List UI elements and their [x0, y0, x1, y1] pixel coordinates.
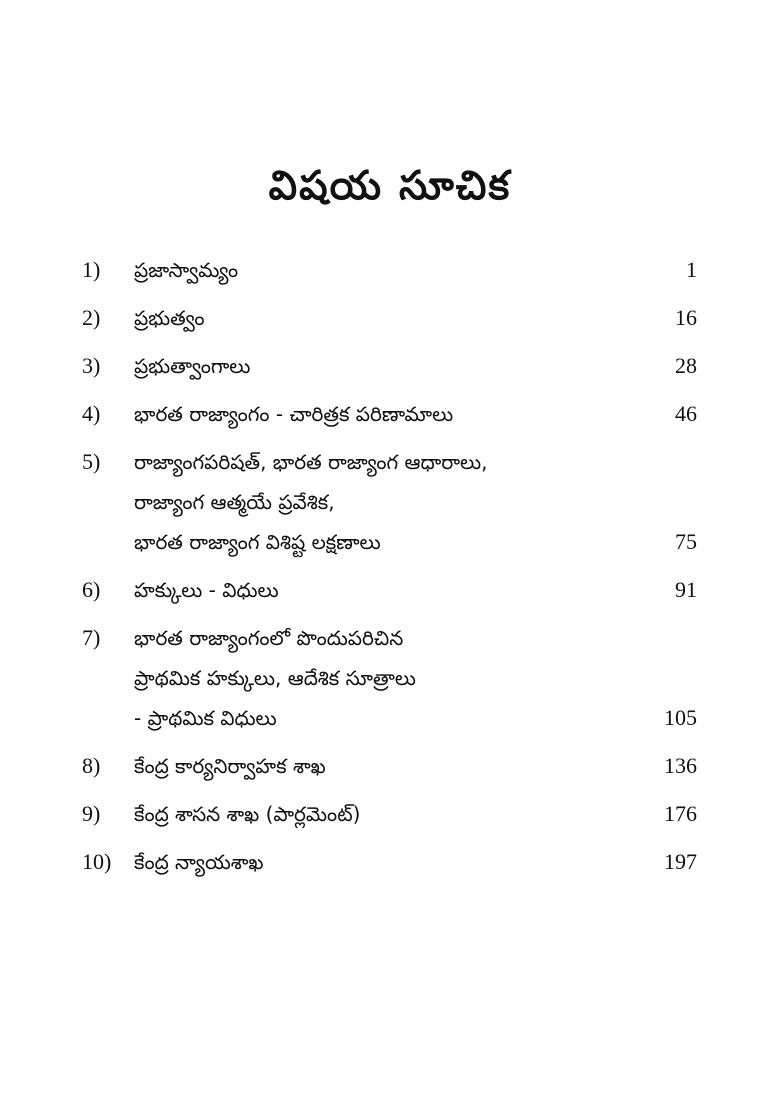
toc-entry — [82, 794, 697, 834]
entry-number: 2) — [82, 305, 101, 330]
entry-number: 4) — [82, 401, 101, 426]
entry-title — [134, 746, 627, 786]
entry-title-line: ప్రజాస్వామ్యం — [134, 258, 239, 282]
entry-title — [134, 618, 627, 738]
entry-page-number: 136 — [664, 753, 697, 778]
entry-title-line: హక్కులు - విధులు — [134, 578, 279, 602]
entry-number: 1) — [82, 257, 101, 282]
entry-title — [134, 394, 627, 434]
entry-title-line: రాజ్యాంగపరిషత్, భారత రాజ్యాంగ ఆధారాలు, — [134, 450, 488, 474]
toc-entry — [82, 842, 697, 882]
entry-page-number: 91 — [675, 577, 697, 602]
entry-page-number: 176 — [664, 801, 697, 826]
entry-number: 6) — [82, 577, 101, 602]
entry-title-line: ప్రాథమిక హక్కులు, ఆదేశిక సూత్రాలు — [134, 666, 416, 690]
entry-title-line: భారత రాజ్యాంగ విశిష్ట లక్షణాలు — [134, 530, 381, 554]
entry-page-number: 105 — [664, 705, 697, 730]
page-title: విషయ సూచిక — [268, 163, 512, 209]
entry-number: 5) — [82, 449, 101, 474]
toc-entry — [82, 346, 697, 386]
entry-title-line: భారత రాజ్యాంగంలో పొందుపరిచిన — [134, 626, 404, 650]
toc-entry — [82, 250, 697, 290]
entry-title-line: భారత రాజ్యాంగం - చారిత్రక పరిణామాలు — [134, 402, 454, 426]
entry-title — [134, 442, 627, 562]
entry-page-number: 197 — [664, 849, 697, 874]
entry-title-line: ప్రభుత్వం — [134, 306, 205, 330]
table-of-contents — [82, 250, 697, 890]
toc-entry — [82, 394, 697, 434]
entry-number: 9) — [82, 801, 101, 826]
toc-entry — [82, 442, 697, 562]
entry-number: 3) — [82, 353, 101, 378]
entry-title-line: కేంద్ర న్యాయశాఖ — [134, 850, 264, 874]
toc-entry — [82, 570, 697, 610]
toc-entry — [82, 298, 697, 338]
entry-title — [134, 570, 627, 610]
entry-title — [134, 298, 627, 338]
entry-title-line: కేంద్ర కార్యనిర్వాహక శాఖ — [134, 754, 326, 778]
entry-number: 8) — [82, 753, 101, 778]
entry-page-number: 46 — [675, 401, 697, 426]
entry-title-line: కేంద్ర శాసన శాఖ (పార్లమెంట్) — [134, 802, 361, 826]
entry-title-line: - ప్రాథమిక విధులు — [134, 706, 277, 730]
entry-title-line: ప్రభుత్వాంగాలు — [134, 354, 251, 378]
entry-title — [134, 794, 627, 834]
entry-number: 10) — [82, 849, 112, 874]
entry-title — [134, 250, 627, 290]
entry-title-line: రాజ్యాంగ ఆత్మయే ప్రవేశిక, — [134, 490, 335, 514]
entry-page-number: 1 — [686, 257, 697, 282]
toc-entry — [82, 746, 697, 786]
entry-page-number: 16 — [675, 305, 697, 330]
entry-title — [134, 842, 627, 882]
toc-entry — [82, 618, 697, 738]
entry-page-number: 28 — [675, 353, 697, 378]
entry-title — [134, 346, 627, 386]
entry-page-number: 75 — [675, 529, 697, 554]
entry-number: 7) — [82, 625, 101, 650]
